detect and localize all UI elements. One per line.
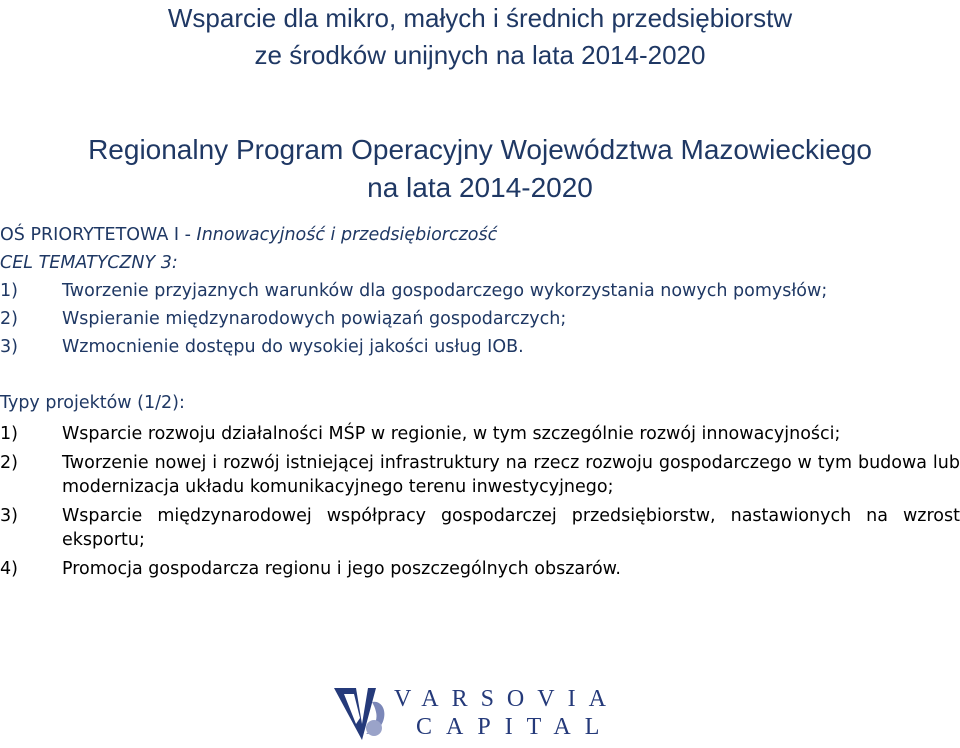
list-item-number: 3): [0, 337, 18, 357]
list-item-text: Wsparcie międzynarodowej współpracy gospodarczej przedsiębiorstw, nastawionych na wzrost eksportu;: [62, 506, 960, 550]
list-item-text: Wspieranie międzynarodowych powiązań gospodarczych;: [62, 309, 567, 329]
program-line-2: na lata 2014-2020: [367, 172, 593, 203]
list-item: [0, 305, 960, 333]
list-item-text: Tworzenie przyjaznych warunków dla gospodarczego wykorzystania nowych pomysłów;: [62, 281, 828, 301]
list-item: [0, 557, 960, 581]
list-item: [0, 333, 960, 361]
varsovia-capital-logo: [332, 684, 632, 744]
project-types-section: [0, 389, 960, 581]
priority-axis: [0, 221, 960, 249]
program-title: [0, 131, 960, 207]
list-item: [0, 277, 960, 305]
logo-word-capital: CAPITAL: [416, 714, 614, 740]
list-item-number: 1): [0, 424, 18, 444]
list-item-number: 1): [0, 281, 18, 301]
list-item: [0, 451, 960, 499]
thematic-goal-list: [0, 277, 960, 361]
logo-word-varsovia: VARSOVIA: [394, 686, 619, 712]
list-item-text: Promocja gospodarcza regionu i jego poszczególnych obszarów.: [62, 559, 621, 579]
priority-axis-value: Innowacyjność i przedsiębiorczość: [196, 225, 498, 245]
list-item-number: 2): [0, 309, 18, 329]
content-body: [0, 221, 960, 581]
project-types-header: Typy projektów (1/2):: [0, 393, 185, 413]
project-types-list: [0, 422, 960, 581]
list-item: [0, 504, 960, 552]
program-line-1: Regionalny Program Operacyjny Województwa Mazowieckiego: [88, 134, 872, 165]
list-item-number: 2): [0, 453, 18, 473]
logo-emblem-icon: [332, 684, 392, 744]
title-line-1: Wsparcie dla mikro, małych i średnich przedsiębiorstw: [167, 3, 793, 33]
list-item-text: Wsparcie rozwoju działalności MŚP w regionie, w tym szczególnie rozwój innowacyjności;: [62, 424, 841, 444]
page-title: [0, 0, 960, 74]
list-item-number: 4): [0, 559, 18, 579]
title-line-2: ze środków unijnych na lata 2014-2020: [254, 40, 706, 70]
list-item-number: 3): [0, 506, 18, 526]
priority-axis-label: OŚ PRIORYTETOWA I -: [0, 225, 197, 245]
thematic-goal-label: CEL TEMATYCZNY 3:: [0, 253, 178, 273]
list-item-text: Tworzenie nowej i rozwój istniejącej infrastruktury na rzecz rozwoju gospodarczego w tym budowa lub modernizacja układu komunikacyjnego terenu inwestycyjnego;: [62, 453, 960, 497]
list-item: [0, 422, 960, 446]
list-item-text: Wzmocnienie dostępu do wysokiej jakości usług IOB.: [62, 337, 524, 357]
